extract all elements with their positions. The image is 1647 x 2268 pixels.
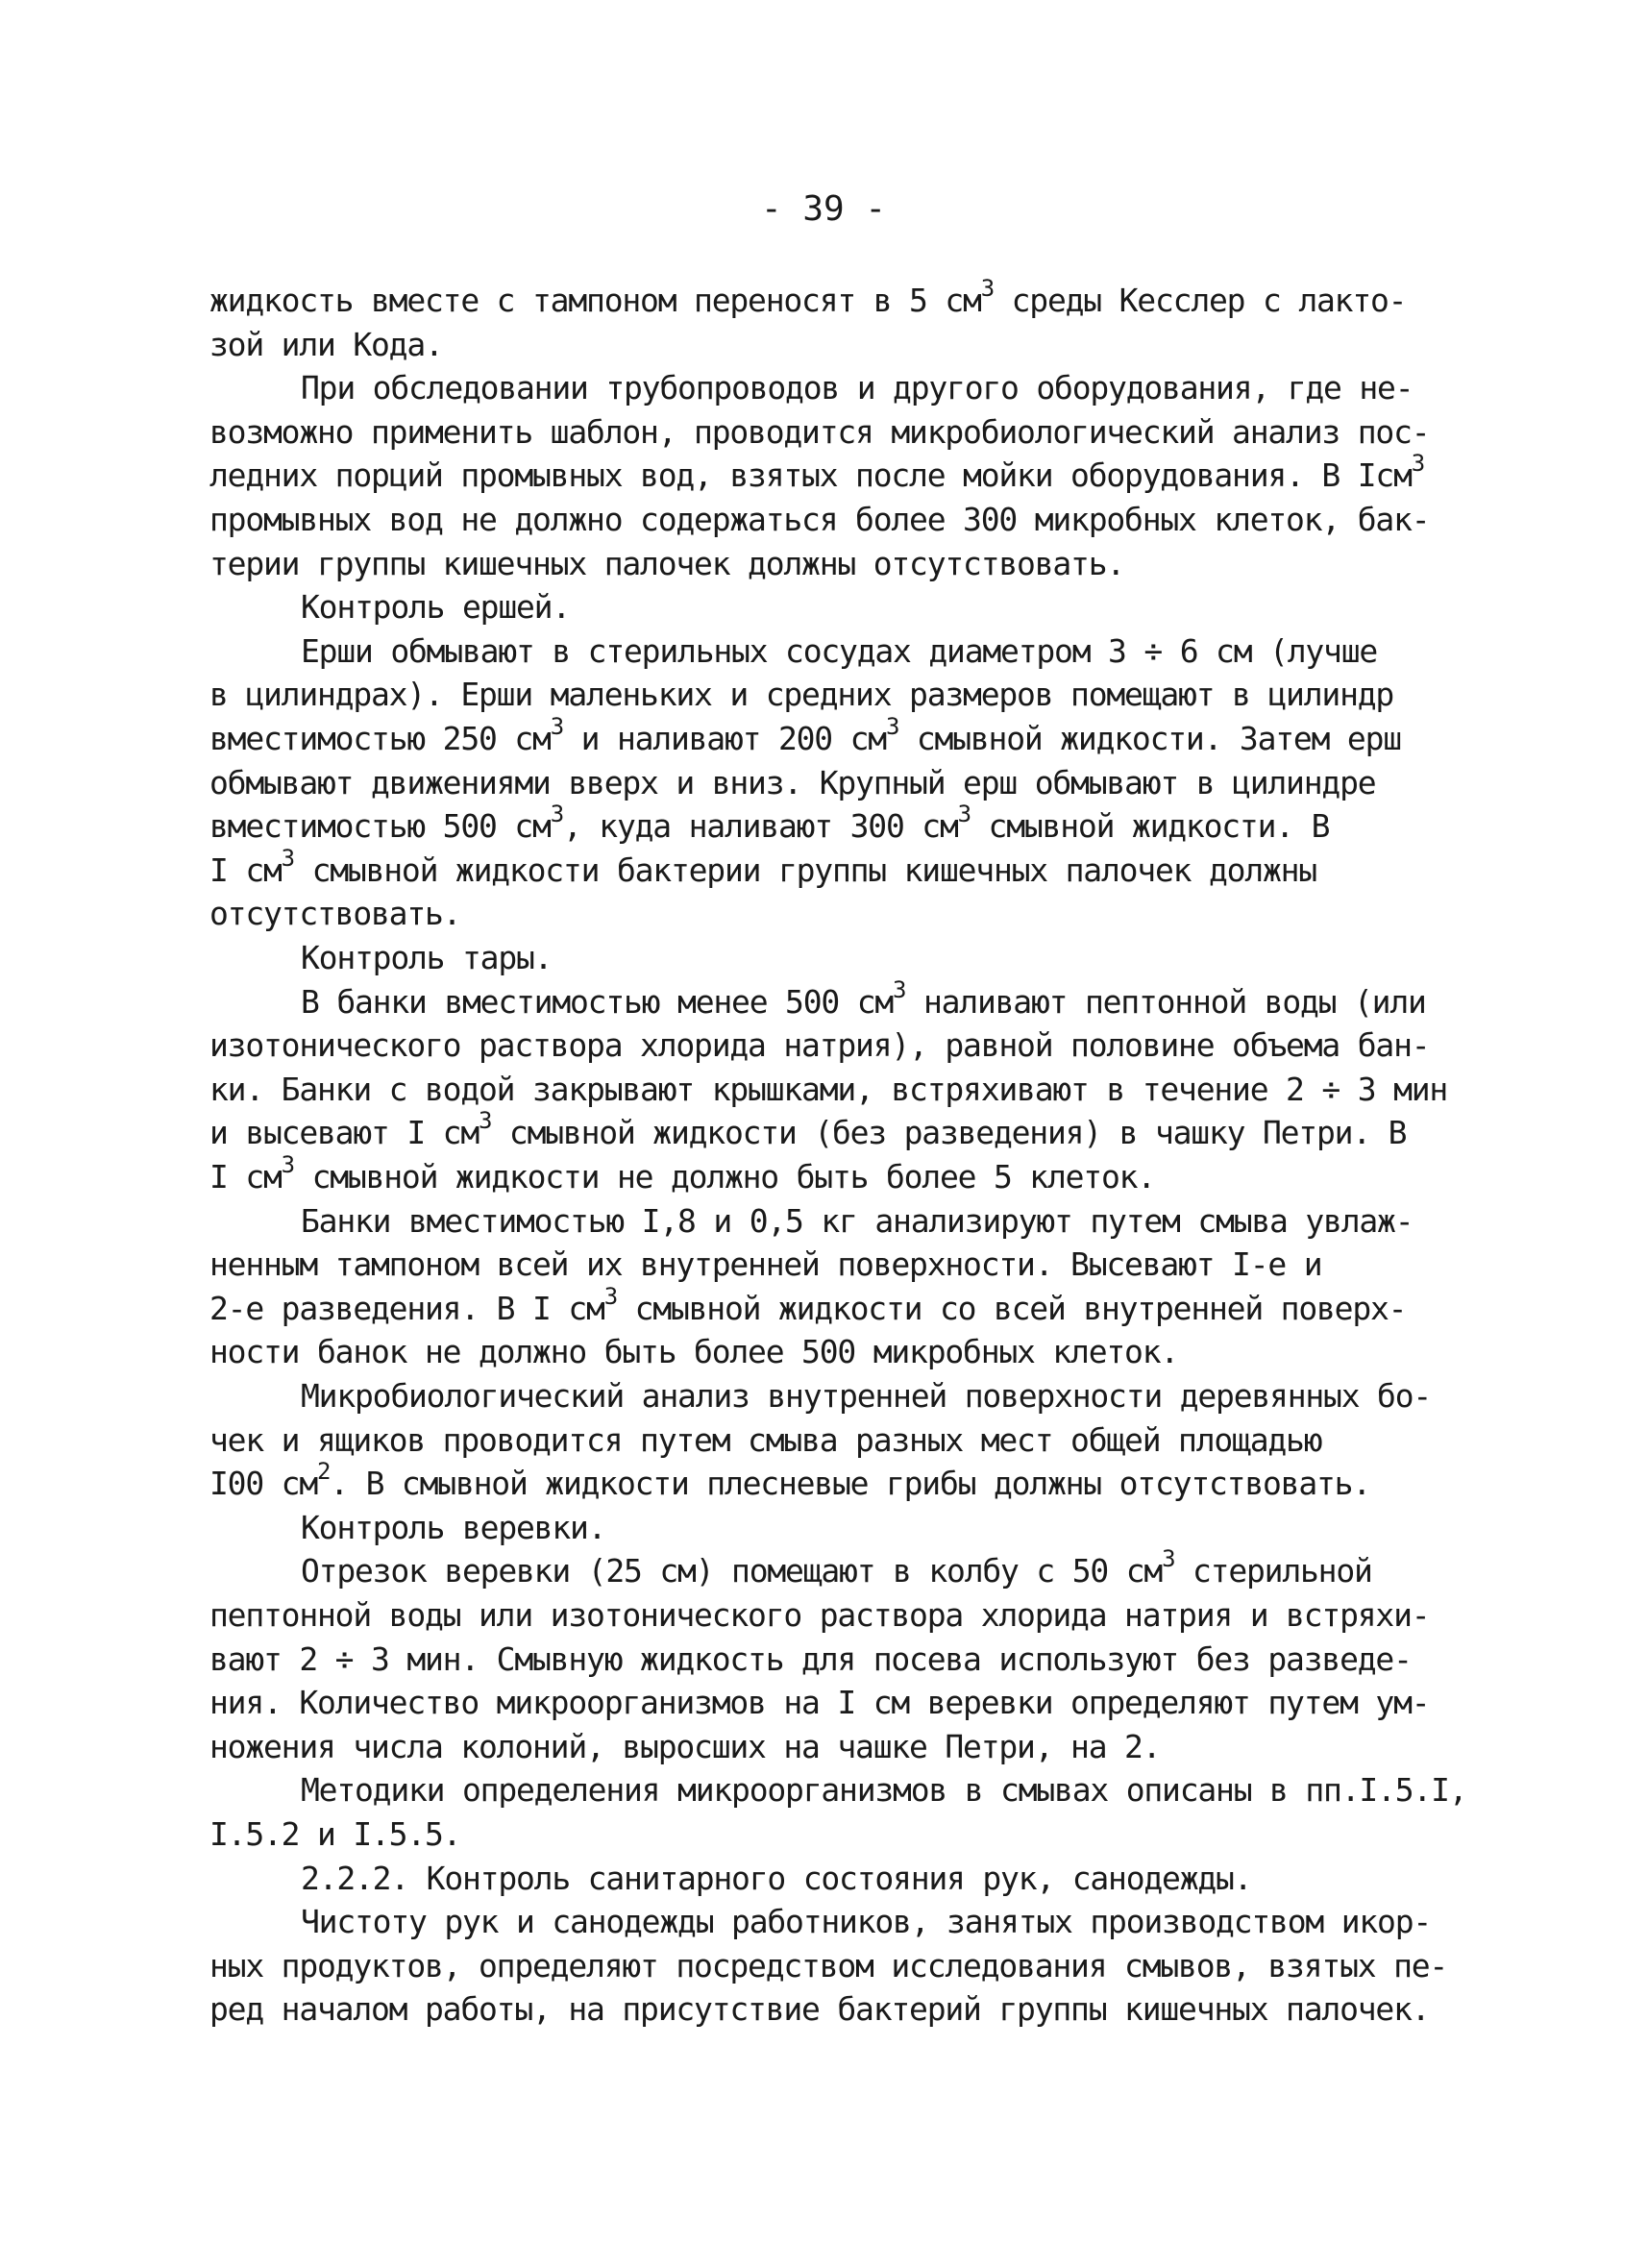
line-text: ных продуктов, определяют посредством исследования смывов, взятых пе-	[209, 1946, 1448, 1984]
text-line	[301, 975, 1426, 1024]
superscript: 3	[1162, 1545, 1175, 1573]
line-text: I см	[209, 850, 282, 889]
superscript: 3	[893, 975, 906, 1003]
line-text: При обследовании трубопроводов и другого оборудования, где не-	[301, 369, 1413, 407]
line-text: наливают пептонной воды (или	[905, 982, 1426, 1021]
superscript: 3	[885, 713, 899, 740]
line-text: изотонического раствора хлорида натрия), равной половине объема бан-	[209, 1026, 1430, 1065]
line-text: смывной жидкости. Затем ерш	[898, 720, 1401, 757]
line-text: Контроль тары.	[301, 939, 553, 976]
line-text: Методики определения микроорганизмов в смывах описаны в пп.I.5.I,	[301, 1771, 1467, 1810]
line-text: Микробиологический анализ внутренней поверхности деревянных бо-	[301, 1377, 1432, 1415]
text-line	[209, 1107, 1407, 1155]
line-text: обмывают движениями вверх и вниз. Крупный ерш обмывают в цилиндре	[209, 763, 1376, 801]
line-text: Чистоту рук и санодежды работников, занятых производством икор-	[301, 1903, 1432, 1941]
line-text: ред началом работы, на присутствие бактерий группы кишечных палочек.	[209, 1990, 1430, 2029]
line-text: возможно применить шаблон, проводится микробиологический анализ пос-	[209, 412, 1430, 451]
text-line	[209, 1023, 1429, 1068]
text-line	[301, 1900, 1431, 1944]
superscript: 3	[281, 1151, 294, 1178]
text-line	[209, 761, 1375, 805]
superscript: 3	[550, 801, 563, 828]
text-line	[301, 936, 552, 980]
text-line	[209, 450, 1424, 498]
line-text: I см	[209, 1158, 282, 1196]
line-text: в цилиндрах). Ерши маленьких и средних размеров помещают в цилиндр	[209, 676, 1394, 714]
line-text: и высевают I см	[209, 1114, 479, 1152]
line-text: ности банок не должно быть более 500 микробных клеток.	[209, 1333, 1179, 1371]
line-text: 2.2.2. Контроль санитарного состояния рук, санодежды.	[301, 1859, 1252, 1897]
line-text: среды Кесслер с лакто-	[993, 282, 1407, 319]
text-line	[209, 1068, 1447, 1112]
line-text: смывной жидкости. В	[970, 807, 1330, 846]
line-text: Отрезок веревки (25 см) помещают в колбу с 50 см	[301, 1552, 1163, 1590]
text-line	[301, 1545, 1372, 1593]
text-line	[209, 1593, 1429, 1638]
line-text: Ерши обмывают в стерильных сосудах диаметром 3 ÷ 6 см (лучше	[301, 631, 1378, 670]
text-line	[209, 410, 1429, 455]
line-text: Банки вместимостью I,8 и 0,5 кг анализируют путем смыва увлаж-	[301, 1201, 1413, 1240]
line-text: ножения числа колоний, выросших на чашке Петри, на 2.	[209, 1727, 1161, 1765]
text-line	[301, 366, 1413, 410]
text-line	[209, 892, 460, 936]
text-line	[209, 1282, 1407, 1331]
line-text: ледних порций промывных вод, взятых после мойки оборудования. В Iсм	[209, 456, 1412, 495]
line-text: 2-е разведения. В I см	[209, 1289, 604, 1327]
text-line	[209, 1243, 1321, 1287]
line-text: ненным тампоном всей их внутренней поверхности. Высевают I-е и	[209, 1245, 1322, 1284]
line-text: терии группы кишечных палочек должны отсутствовать.	[209, 544, 1125, 582]
text-line	[209, 844, 1316, 893]
text-line	[209, 1987, 1429, 2032]
text-line	[301, 629, 1377, 674]
text-line	[209, 1638, 1412, 1682]
text-line	[209, 542, 1124, 586]
superscript: 3	[957, 801, 971, 828]
line-text: пептонной воды или изотонического раствора хлорида натрия и встряхи-	[209, 1596, 1430, 1634]
text-line	[209, 1812, 460, 1857]
line-text: I00 см	[209, 1465, 318, 1503]
line-text: зой или Кода.	[209, 325, 443, 363]
text-line	[209, 498, 1429, 542]
superscript: 2	[317, 1458, 331, 1486]
line-text: смывной жидкости не должно быть более 5 клеток.	[293, 1158, 1155, 1196]
superscript: 3	[603, 1282, 617, 1310]
text-line	[209, 1418, 1321, 1463]
line-text: промывных вод не должно содержаться более 300 микробных клеток, бак-	[209, 501, 1430, 538]
text-line	[209, 673, 1393, 717]
superscript: 3	[1411, 450, 1424, 478]
line-text: , куда наливают 300 см	[562, 807, 958, 846]
text-line	[209, 1458, 1370, 1506]
line-text: и наливают 200 см	[562, 720, 886, 757]
line-text: вместимостью 250 см	[209, 720, 551, 757]
text-line	[301, 1857, 1251, 1901]
superscript: 3	[980, 275, 994, 302]
line-text: вают 2 ÷ 3 мин. Смывную жидкость для посева используют без разведе-	[209, 1639, 1412, 1678]
text-line	[209, 1330, 1178, 1374]
text-line	[301, 1768, 1466, 1812]
line-text: смывной жидкости бактерии группы кишечных палочек должны	[293, 850, 1316, 889]
line-text: ния. Количество микроорганизмов на I см веревки определяют путем ум-	[209, 1684, 1430, 1722]
line-text: ки. Банки с водой закрывают крышками, встряхивают в течение 2 ÷ 3 мин	[209, 1070, 1448, 1108]
line-text: В банки вместимостью менее 500 см	[301, 982, 894, 1021]
line-text: жидкость вместе с тампоном переносят в 5 см	[209, 282, 981, 319]
line-text: вместимостью 500 см	[209, 807, 551, 846]
superscript: 3	[281, 844, 294, 872]
text-line	[301, 1506, 605, 1550]
page-number: - 39 -	[760, 189, 887, 229]
line-text: Контроль веревки.	[301, 1508, 606, 1546]
text-line	[301, 585, 570, 629]
text-line	[209, 275, 1407, 323]
text-line	[209, 713, 1401, 761]
line-text: отсутствовать.	[209, 895, 461, 933]
text-line	[209, 1681, 1429, 1725]
text-line	[209, 801, 1330, 849]
line-text: смывной жидкости (без разведения) в чашку Петри. В	[491, 1114, 1407, 1152]
line-text: стерильной	[1174, 1552, 1372, 1590]
text-line	[209, 323, 443, 367]
line-text: смывной жидкости со всей внутренней поверх-	[616, 1289, 1407, 1327]
text-line	[209, 1151, 1155, 1199]
superscript: 3	[550, 713, 563, 740]
text-line	[209, 1944, 1447, 1988]
text-line	[301, 1199, 1413, 1244]
line-text: . В смывной жидкости плесневые грибы должны отсутствовать.	[330, 1465, 1370, 1503]
superscript: 3	[479, 1107, 492, 1135]
line-text: I.5.2 и I.5.5.	[209, 1815, 461, 1853]
line-text: чек и ящиков проводится путем смыва разных мест общей площадью	[209, 1420, 1322, 1459]
line-text: Контроль ершей.	[301, 588, 571, 627]
text-line	[301, 1374, 1431, 1418]
text-line	[209, 1725, 1160, 1769]
